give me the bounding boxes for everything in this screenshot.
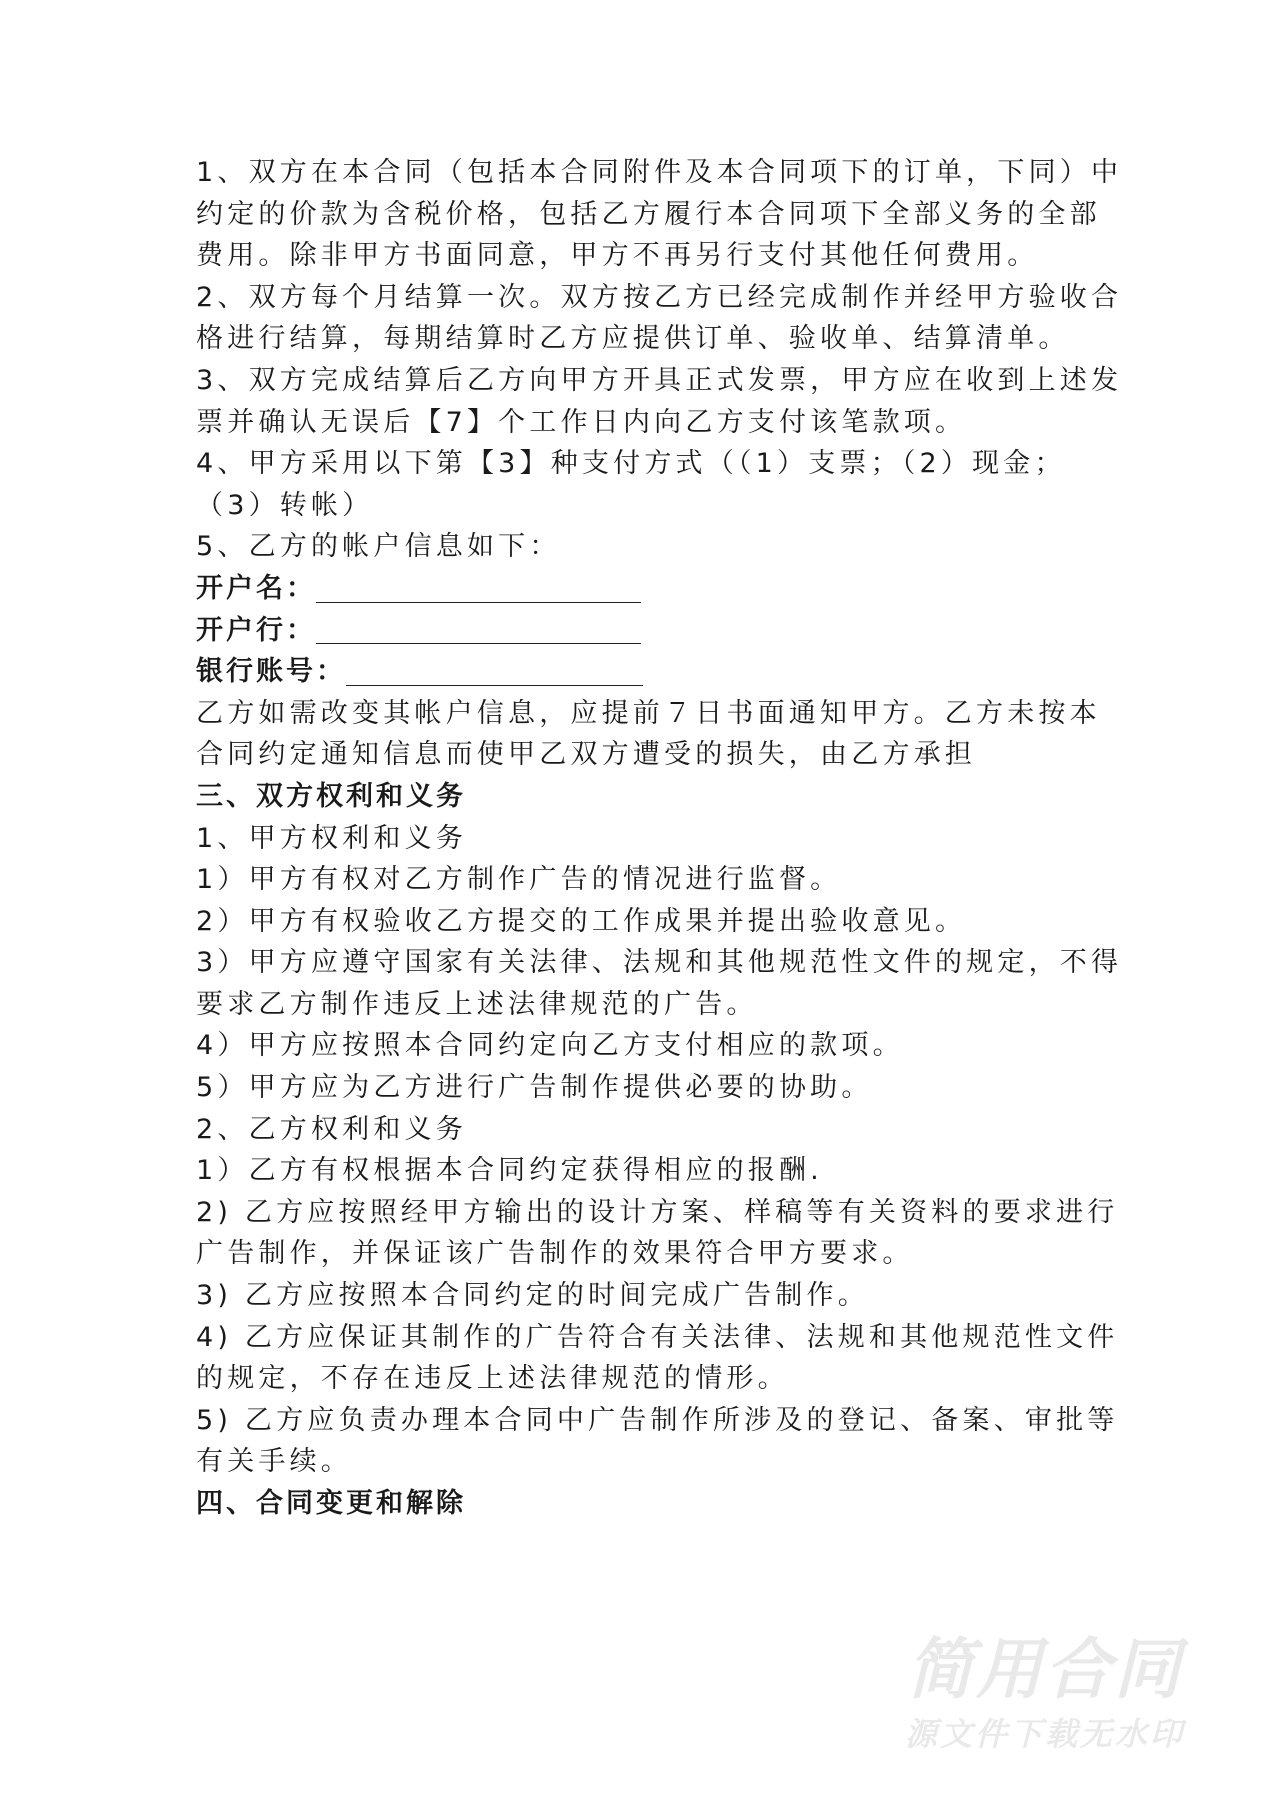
paragraph-line: 2) 乙方应按照经甲方输出的设计方案、样稿等有关资料的要求进行 <box>196 1196 1119 1228</box>
paragraph-line: 的规定，不存在违反上述法律规范的情形。 <box>196 1363 789 1395</box>
paragraph-line: 1）乙方有权根据本合同约定获得相应的报酬. <box>196 1155 823 1187</box>
paragraph-line: 3) 乙方应按照本合同约定的时间完成广告制作。 <box>196 1280 869 1312</box>
watermark-brand: 简用合同 <box>907 1631 1183 1708</box>
bank-blank-line <box>316 643 641 644</box>
contract-body <box>196 152 1123 1525</box>
account-no-label: 银行账号： <box>196 656 346 688</box>
account-name-field <box>196 568 1096 610</box>
account-no-field <box>196 651 1096 693</box>
paragraph-line: 广告制作，并保证该广告制作的效果符合甲方要求。 <box>196 1238 914 1270</box>
account-name-blank-line <box>316 602 641 603</box>
paragraph-line: 5、乙方的帐户信息如下： <box>196 531 561 563</box>
paragraph-line: 2）甲方有权验收乙方提交的工作成果并提出验收意见。 <box>196 905 967 937</box>
paragraph-line: 4）甲方应按照本合同约定向乙方支付相应的款项。 <box>196 1030 904 1062</box>
paragraph-line: 3）甲方应遵守国家有关法律、法规和其他规范性文件的规定，不得 <box>196 947 1123 979</box>
account-no-blank-line <box>346 685 643 686</box>
paragraph-line: 合同约定通知信息而使甲乙双方遭受的损失，由乙方承担 <box>196 739 976 771</box>
watermark-tagline: 源文件下载无水印 <box>904 1715 1185 1753</box>
paragraph-line: 4) 乙方应保证其制作的广告符合有关法律、法规和其他规范性文件 <box>196 1321 1119 1353</box>
account-name-label: 开户名： <box>196 572 316 604</box>
paragraph-line: 票并确认无误后【7】个工作日内向乙方支付该笔款项。 <box>196 406 967 438</box>
paragraph-line: 费用。除非甲方书面同意，甲方不再另行支付其他任何费用。 <box>196 240 1039 272</box>
paragraph-line: 5）甲方应为乙方进行广告制作提供必要的协助。 <box>196 1072 873 1104</box>
paragraph-line: 4、甲方采用以下第【3】种支付方式（（1）支票；（2）现金； <box>196 448 1066 480</box>
paragraph-line: 格进行结算，每期结算时乙方应提供订单、验收单、结算清单。 <box>196 323 1070 355</box>
watermark <box>880 1628 1210 1756</box>
paragraph-line: 3、双方完成结算后乙方向甲方开具正式发票，甲方应在收到上述发 <box>196 364 1123 396</box>
paragraph-line: 要求乙方制作违反上述法律规范的广告。 <box>196 988 758 1020</box>
bank-label: 开户行： <box>196 614 316 646</box>
paragraph-line: 2、双方每个月结算一次。双方按乙方已经完成制作并经甲方验收合 <box>196 281 1123 313</box>
paragraph-line: 乙方如需改变其帐户信息，应提前７日书面通知甲方。乙方未按本 <box>196 697 1101 729</box>
paragraph-line: 有关手续。 <box>196 1446 352 1478</box>
paragraph-line: 2、乙方权利和义务 <box>196 1113 467 1145</box>
paragraph-line: 1）甲方有权对乙方制作广告的情况进行监督。 <box>196 864 842 896</box>
paragraph-line: 约定的价款为含税价格，包括乙方履行本合同项下全部义务的全部 <box>196 198 1101 230</box>
paragraph-line: 1、双方在本合同（包括本合同附件及本合同项下的订单，下同）中 <box>196 157 1123 188</box>
paragraph-line: 1、甲方权利和义务 <box>196 822 467 854</box>
paragraph-line: （3）转帐） <box>196 489 374 521</box>
bank-field <box>196 610 1096 652</box>
section-title: 四、合同变更和解除 <box>196 1488 466 1519</box>
paragraph-line: 5) 乙方应负责办理本合同中广告制作所涉及的登记、备案、审批等 <box>196 1404 1119 1436</box>
section-title: 三、双方权利和义务 <box>196 780 466 812</box>
